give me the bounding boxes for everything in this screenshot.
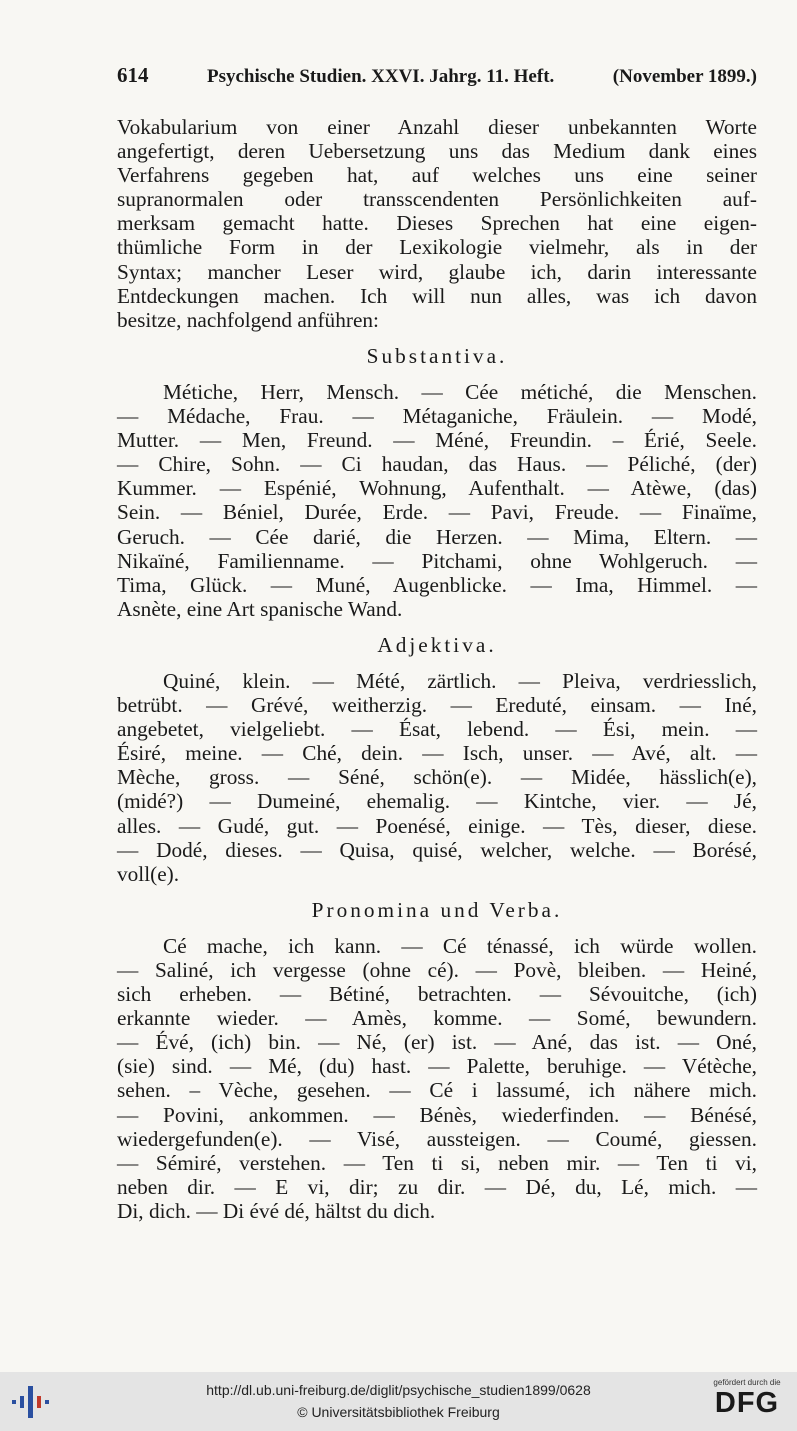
text-line: angefertigt, deren Uebersetzung uns das Medium dank eines [117, 139, 757, 164]
running-header [117, 63, 757, 89]
text-line: (midé?) — Dumeiné, ehemalig. — Kintche, vier. — Jé, [117, 789, 757, 814]
text-line: wiedergefunden(e). — Visé, aussteigen. — Coumé, giessen. [117, 1126, 757, 1151]
text-line: — Dodé, dieses. — Quisa, quisé, welcher, welche. — Borésé, [117, 837, 757, 862]
text-line: sich erheben. — Bétiné, betrachten. — Sévouitche, (ich) [117, 982, 757, 1007]
sponsor-caption: gefördert durch die [713, 1378, 781, 1387]
copyright-notice: © Universitätsbibliothek Freiburg [297, 1404, 500, 1420]
text-line: Verfahrens gegeben hat, auf welches uns eine seiner [117, 163, 757, 188]
text-line: Syntax; mancher Leser wird, glaube ich, darin interessante [117, 259, 757, 284]
body-text [117, 115, 757, 1223]
text-line: Asnète, eine Art spanische Wand. [117, 596, 403, 621]
text-line: Vokabularium von einer Anzahl dieser unbekannten Worte [117, 115, 757, 139]
dfg-wordmark: DFG [714, 1387, 780, 1419]
permalink-url[interactable]: http://dl.ub.uni-freiburg.de/diglit/psychische_studien1899/0628 [206, 1382, 591, 1398]
text-line: — Sémiré, verstehen. — Ten ti si, neben mir. — Ten ti vi, [117, 1150, 757, 1175]
section-adjektiva [117, 633, 757, 886]
text-line: Mèche, gross. — Séné, schön(e). — Midée, hässlich(e), [117, 765, 757, 790]
text-line: angebetet, vielgeliebt. — Ésat, lebend. — Ési, mein. — [117, 717, 757, 742]
text-line: Ésiré, meine. — Ché, dein. — Isch, unser. — Avé, alt. — [117, 741, 757, 766]
text-line: supranormalen oder transscendenten Persönlichkeiten auf- [117, 187, 757, 212]
text-line: Tima, Glück. — Muné, Augenblicke. — Ima, Himmel. — [117, 572, 757, 597]
text-line: — Évé, (ich) bin. — Né, (er) ist. — Ané, das ist. — Oné, [117, 1030, 757, 1055]
text-line: betrübt. — Grévé, weitherzig. — Ereduté, einsam. — Iné, [117, 693, 757, 718]
page-number: 614 [117, 63, 149, 87]
text-line: Kummer. — Espénié, Wohnung, Aufenthalt. — Atèwe, (das) [117, 476, 757, 501]
text-line: — Chire, Sohn. — Ci haudan, das Haus. — Péliché, (der) [117, 452, 757, 477]
text-line: erkannte wieder. — Amès, komme. — Somé, bewundern. [117, 1006, 757, 1031]
dfg-logo[interactable] [704, 1378, 790, 1426]
text-line: Métiche, Herr, Mensch. — Cée métiché, die Menschen. [163, 379, 757, 404]
running-title: Psychische Studien. XXVI. Jahrg. 11. Heft. [206, 66, 555, 87]
text-line: (sie) sind. — Mé, (du) hast. — Palette, beruhige. — Vétèche, [117, 1054, 757, 1079]
text-line: Quiné, klein. — Mété, zärtlich. — Pleiva, verdriesslich, [163, 668, 757, 693]
issue-date: (November 1899.) [612, 66, 757, 87]
text-line: Entdeckungen machen. Ich will nun alles, was ich davon [117, 283, 757, 308]
text-line: Mutter. — Men, Freund. — Méné, Freundin. – Érié, Seele. [117, 428, 757, 453]
text-line: sehen. – Vèche, gesehen. — Cé i lassumé, ich nähere mich. [117, 1078, 757, 1103]
text-line: thümliche Form in der Lexikologie vielmehr, als in der [117, 235, 757, 260]
text-line: merksam gemacht hatte. Dieses Sprechen hat eine eigen- [117, 211, 757, 236]
text-line: — Povini, ankommen. — Bénès, wiederfinden. — Bénésé, [117, 1102, 757, 1127]
text-line: alles. — Gudé, gut. — Poenésé, einige. — Tès, dieser, diese. [117, 813, 757, 838]
section-substantiva [117, 344, 757, 621]
text-line: Cé mache, ich kann. — Cé ténassé, ich würde wollen. [163, 933, 757, 958]
text-line: neben dir. — E vi, dir; zu dir. — Dé, du, Lé, mich. — [117, 1174, 757, 1199]
text-line: voll(e). [117, 861, 180, 886]
section-heading: Adjektiva. [377, 632, 497, 657]
viewer-footer [0, 1372, 797, 1431]
text-line: Sein. — Béniel, Durée, Erde. — Pavi, Freude. — Finaïme, [117, 500, 757, 525]
text-line: besitze, nachfolgend anführen: [117, 307, 379, 332]
text-line: — Saliné, ich vergesse (ohne cé). — Povè, bleiben. — Heiné, [117, 958, 757, 982]
text-line: Di, dich. — Di évé dé, hältst du dich. [117, 1198, 436, 1223]
text-line: Geruch. — Cée darié, die Herzen. — Mima, Eltern. — [117, 524, 757, 549]
section-pronomina-verba [117, 898, 757, 1223]
text-line: Nikaïné, Familienname. — Pitchami, ohne Wohlgeruch. — [117, 548, 757, 573]
intro-paragraph [117, 115, 757, 332]
text-line: — Médache, Frau. — Métaganiche, Fräulein. — Modé, [117, 404, 757, 429]
section-heading: Substantiva. [366, 343, 508, 368]
section-heading: Pronomina und Verba. [311, 897, 563, 922]
